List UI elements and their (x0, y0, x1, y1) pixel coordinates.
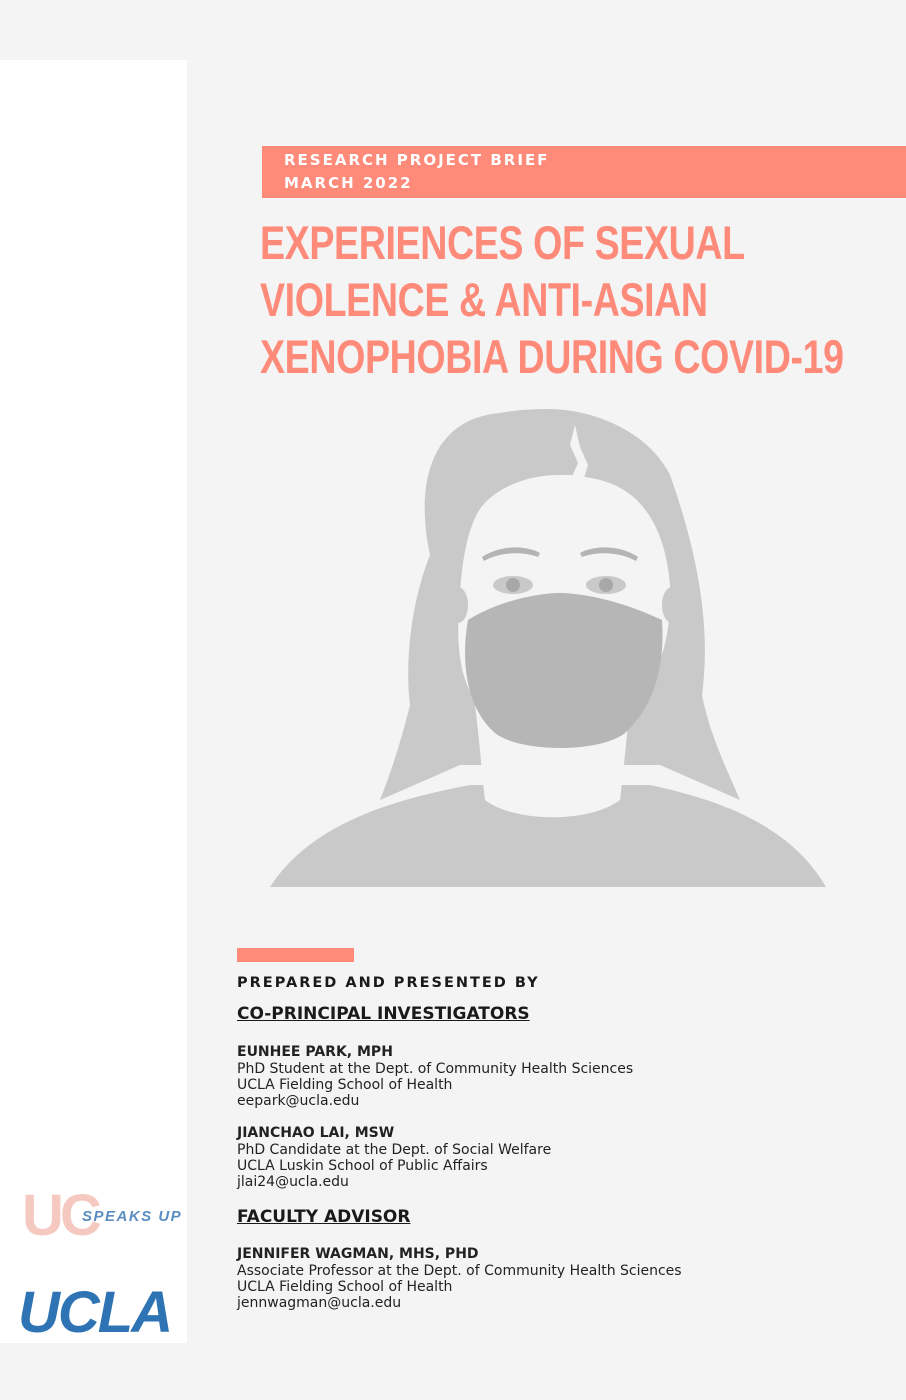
advisor-school: UCLA Fielding School of Health (237, 1279, 453, 1295)
advisor-name: JENNIFER WAGMAN, MHS, PHD (237, 1246, 479, 1262)
ucla-logo: UCLA (18, 1280, 172, 1345)
investigator-2 (237, 1125, 551, 1190)
faculty-advisor (237, 1246, 682, 1311)
investigator-1-role: PhD Student at the Dept. of Community Health Sciences (237, 1061, 634, 1077)
brief-type-label: RESEARCH PROJECT BRIEF (284, 151, 550, 169)
advisor-email: jennwagman@ucla.edu (237, 1295, 402, 1311)
investigator-2-name: JIANCHAO LAI, MSW (237, 1125, 395, 1141)
left-white-panel (0, 60, 187, 1343)
investigator-2-role: PhD Candidate at the Dept. of Social Welfare (237, 1142, 552, 1158)
title-line-3: XENOPHOBIA DURING COVID-19 (260, 330, 844, 383)
investigator-1-email: eepark@ucla.edu (237, 1093, 360, 1109)
investigator-1 (237, 1044, 633, 1109)
masked-woman-illustration (270, 405, 830, 890)
uc-logo-tagline: SPEAKS UP (82, 1208, 183, 1225)
header-banner (262, 146, 906, 198)
investigator-2-email: jlai24@ucla.edu (237, 1174, 349, 1190)
investigator-1-name: EUNHEE PARK, MPH (237, 1044, 393, 1060)
page-title (260, 214, 844, 385)
prepared-by-heading: PREPARED AND PRESENTED BY (237, 975, 540, 991)
investigator-2-school: UCLA Luskin School of Public Affairs (237, 1158, 488, 1174)
uc-speaks-up-logo (22, 1183, 183, 1248)
faculty-advisor-heading: FACULTY ADVISOR (237, 1207, 411, 1227)
face-mask-shape (465, 593, 662, 748)
investigators-heading: CO-PRINCIPAL INVESTIGATORS (237, 1004, 530, 1024)
advisor-role: Associate Professor at the Dept. of Community Health Sciences (237, 1263, 682, 1279)
investigator-1-school: UCLA Fielding School of Health (237, 1077, 453, 1093)
uc-logo-letters: UC (22, 1183, 98, 1248)
title-line-1: EXPERIENCES OF SEXUAL (260, 216, 745, 269)
section-accent-bar (237, 948, 354, 962)
brief-date-label: MARCH 2022 (284, 174, 413, 192)
title-line-2: VIOLENCE & ANTI-ASIAN (260, 273, 708, 326)
